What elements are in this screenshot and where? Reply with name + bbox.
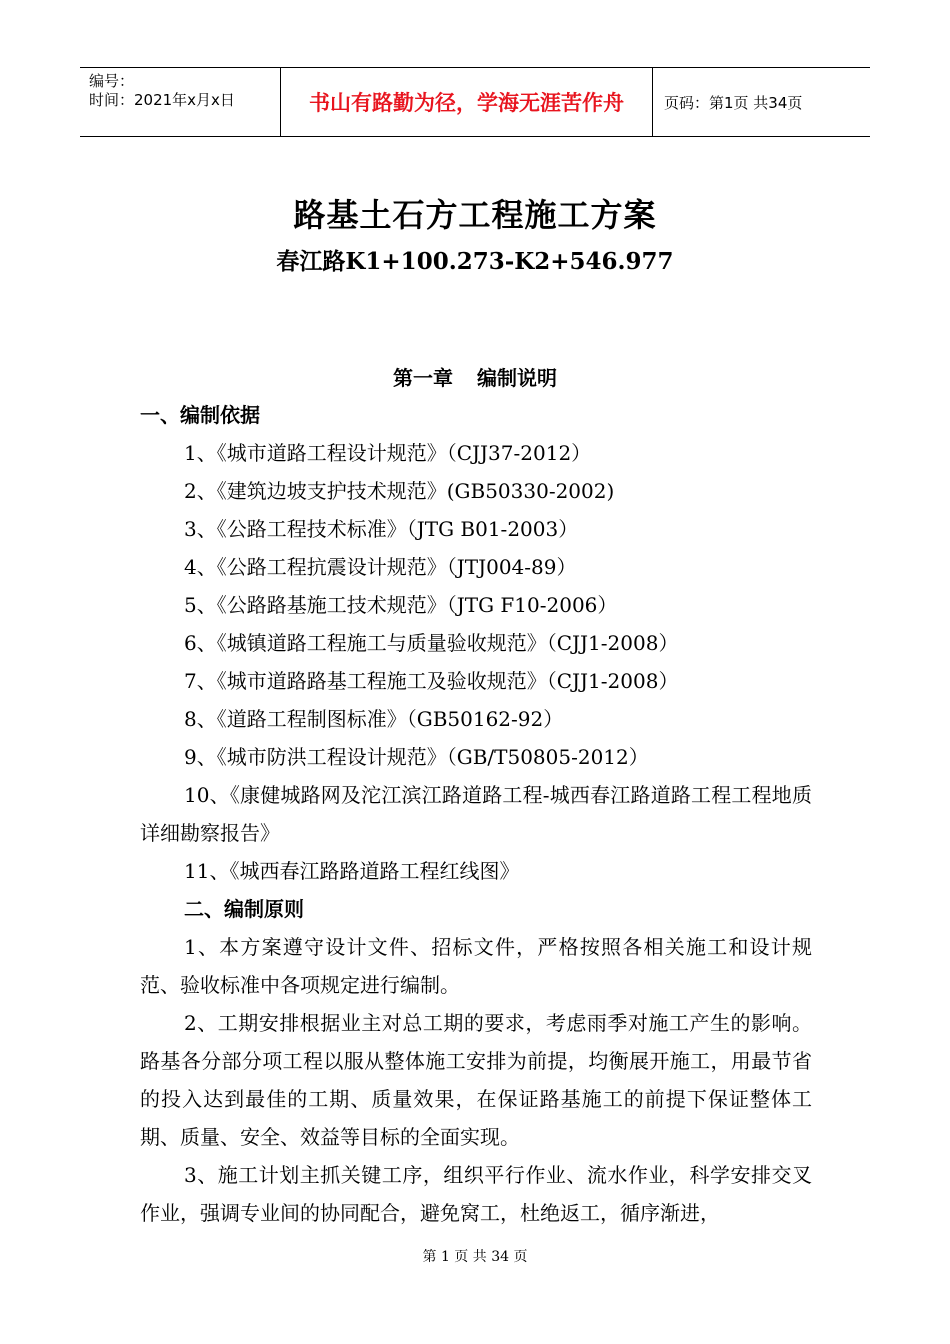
chapter-name: 编制说明 bbox=[477, 366, 557, 390]
section-heading-basis: 一、编制依据 bbox=[140, 403, 260, 427]
list-item: 11、《城西春江路路道路工程红线图》 bbox=[184, 859, 520, 883]
header-page-info: 页码：第1页 共34页 bbox=[664, 93, 803, 112]
list-item: 4、《公路工程抗震设计规范》（JTJ004-89） bbox=[184, 555, 577, 579]
document-body bbox=[140, 396, 812, 1232]
document-subtitle: 春江路K1+100.273-K2+546.977 bbox=[276, 248, 674, 275]
list-item: 3、《公路工程技术标准》（JTG B01-2003） bbox=[184, 517, 579, 541]
header-motto: 书山有路勤为径，学海无涯苦作舟 bbox=[281, 68, 653, 136]
paragraph: 2、工期安排根据业主对总工期的要求，考虑雨季对施工产生的影响。路基各分部分项工程以服从整体施工安排为前提，均衡展开施工，用最节省的投入达到最佳的工期、质量效果，在保证路基施工的前提下保证整体工期、质量、安全、效益等目标的全面实现。 bbox=[140, 1011, 812, 1149]
chapter-heading bbox=[0, 362, 950, 391]
list-item: 1、《城市道路工程设计规范》（CJJ37-2012） bbox=[184, 441, 592, 465]
list-item: 6、《城镇道路工程施工与质量验收规范》（CJJ1-2008） bbox=[184, 631, 679, 655]
list-item: 5、《公路路基施工技术规范》（JTG F10-2006） bbox=[184, 593, 618, 617]
document-title: 路基土石方工程施工方案 bbox=[293, 196, 657, 234]
header-time: 时间：2021年x月x日 bbox=[89, 91, 235, 109]
paragraph: 1、本方案遵守设计文件、招标文件，严格按照各相关施工和设计规范、验收标准中各项规定进行编制。 bbox=[140, 935, 812, 997]
section-heading-principles: 二、编制原则 bbox=[184, 897, 304, 921]
list-item: 9、《城市防洪工程设计规范》（GB/T50805-2012） bbox=[184, 745, 649, 769]
list-item: 10、《康健城路网及沱江滨江路道路工程-城西春江路道路工程工程地质详细勘察报告》 bbox=[140, 783, 812, 845]
list-item: 2、《建筑边坡支护技术规范》(GB50330-2002) bbox=[184, 479, 615, 503]
list-item: 8、《道路工程制图标准》（GB50162-92） bbox=[184, 707, 564, 731]
paragraph: 3、施工计划主抓关键工序，组织平行作业、流水作业，科学安排交叉作业，强调专业间的协同配合，避免窝工，杜绝返工，循序渐进， bbox=[140, 1163, 812, 1225]
header-meta bbox=[80, 68, 281, 136]
chapter-number: 第一章 bbox=[393, 366, 453, 390]
page-footer: 第 1 页 共 34 页 bbox=[422, 1249, 528, 1265]
list-item: 7、《城市道路路基工程施工及验收规范》（CJJ1-2008） bbox=[184, 669, 679, 693]
header-table bbox=[80, 67, 870, 137]
header-number: 编号： bbox=[89, 72, 135, 90]
